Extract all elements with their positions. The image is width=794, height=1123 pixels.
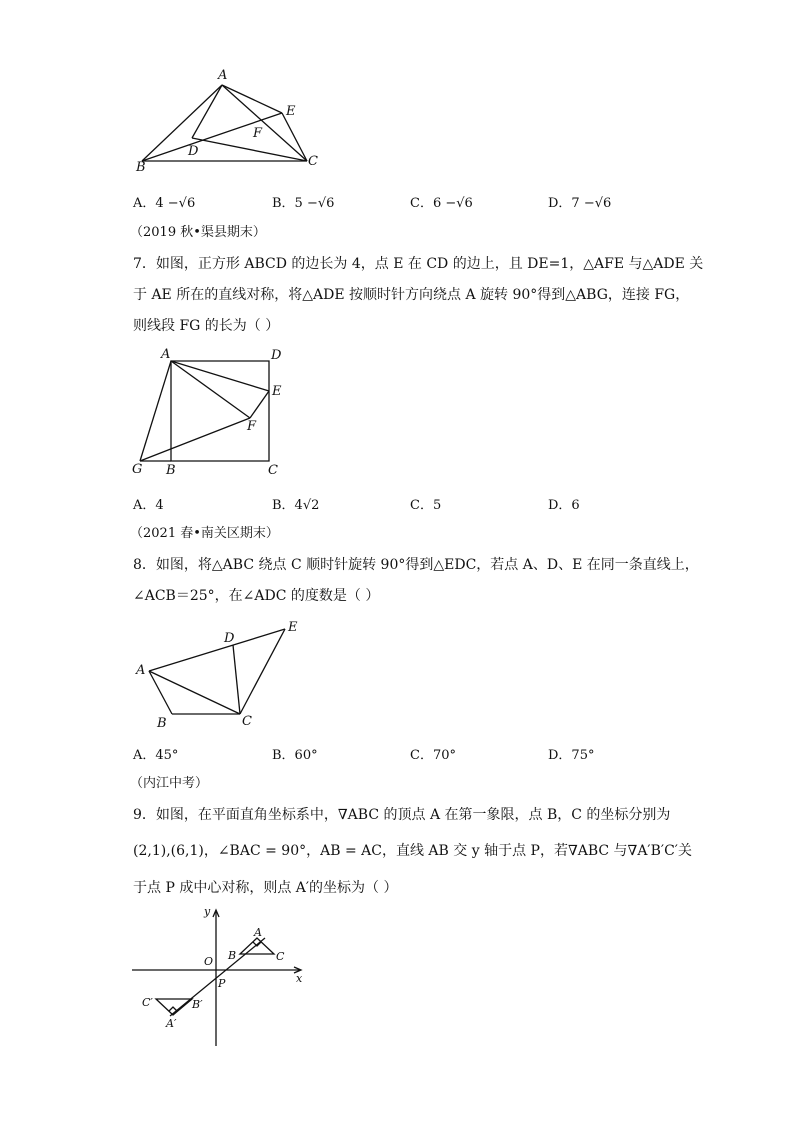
q8-label-C: C [242,714,252,729]
q9-line-1: 9．如图，在平面直角坐标系中，∇ABC 的顶点 A 在第一象限，点 B，C 的坐标分别为 [133,807,671,823]
q9-figure [128,898,313,1048]
q6-label-B: B [136,160,146,175]
q8-option-a: A．45° [133,748,179,763]
q8-figure [130,615,310,735]
q9-label-y: y [204,905,211,918]
q8-label-A: A [136,663,146,678]
q7-option-a: A．4 [133,498,164,513]
q6-option-a: A．4 −√6 [133,196,196,211]
q8-option-d: D．75° [548,748,595,763]
q8-lines [149,629,285,714]
q7-lines [140,361,269,461]
q7-line-1: 7．如图，正方形 ABCD 的边长为 4，点 E 在 CD 的边上，且 DE=1，△AFE 与△ADE 关 [133,256,704,272]
q7-source: （2019 秋•渠县期末） [130,225,266,240]
q8-line-2: ∠ACB＝25°，在∠ADC 的度数是（ ） [133,588,380,604]
q8-option-b: B．60° [272,748,318,763]
q8-line-1: 8．如图，将△ABC 绕点 C 顺时针旋转 90°得到△EDC，若点 A、D、E 在同一条直线上， [133,557,699,573]
q7-label-C: C [268,463,278,478]
q9-lines [156,938,274,1016]
q6-option-d: D．7 −√6 [548,196,612,211]
q9-label-C-prime: C′ [142,996,153,1009]
q6-option-c: C．6 −√6 [410,196,473,211]
q9-label-O: O [204,955,214,968]
q8-label-D: D [224,631,235,646]
q8-option-c: C．70° [410,748,456,763]
q9-line-3: 于点 P 成中心对称，则点 A′的坐标为（ ） [133,880,398,896]
q9-label-A-prime: A′ [166,1017,177,1030]
q7-option-b: B．4√2 [272,498,320,513]
q6-lines [142,85,307,161]
q7-label-F: F [247,419,257,434]
q7-line-2: 于 AE 所在的直线对称，将△ADE 按顺时针方向绕点 A 旋转 90°得到△ABG，连接 FG， [133,287,690,303]
q8-label-E: E [288,620,298,635]
q9-source: （内江中考） [130,776,209,791]
q6-option-b: B．5 −√6 [272,196,335,211]
q8-label-B: B [157,716,167,731]
q6-label-F: F [253,126,263,141]
q9-label-B-prime: B′ [192,998,203,1011]
q9-line-2: (2,1),(6,1)，∠BAC = 90°，AB = AC，直线 AB 交 y 轴于点 P，若∇ABC 与∇A′B′C′关 [133,843,692,859]
q9-label-x: x [296,972,303,985]
q9-label-A: A [254,926,262,939]
q6-label-E: E [286,104,296,119]
q6-label-C: C [308,154,318,169]
q9-label-B: B [228,949,237,962]
q9-label-C: C [276,950,285,963]
q6-figure [130,65,330,175]
q7-label-G: G [132,462,143,477]
q7-option-d: D．6 [548,498,580,513]
q7-label-D: D [271,348,282,363]
q8-source: （2021 春•南关区期末） [130,526,279,541]
q7-line-3: 则线段 FG 的长为（ ） [133,318,280,334]
q7-label-A: A [161,347,171,362]
q9-label-P: P [218,977,226,990]
q6-label-A: A [218,68,228,83]
q7-label-B: B [166,463,176,478]
q6-label-D: D [188,144,199,159]
q7-figure [130,345,300,480]
q7-option-c: C．5 [410,498,442,513]
q7-label-E: E [272,384,282,399]
